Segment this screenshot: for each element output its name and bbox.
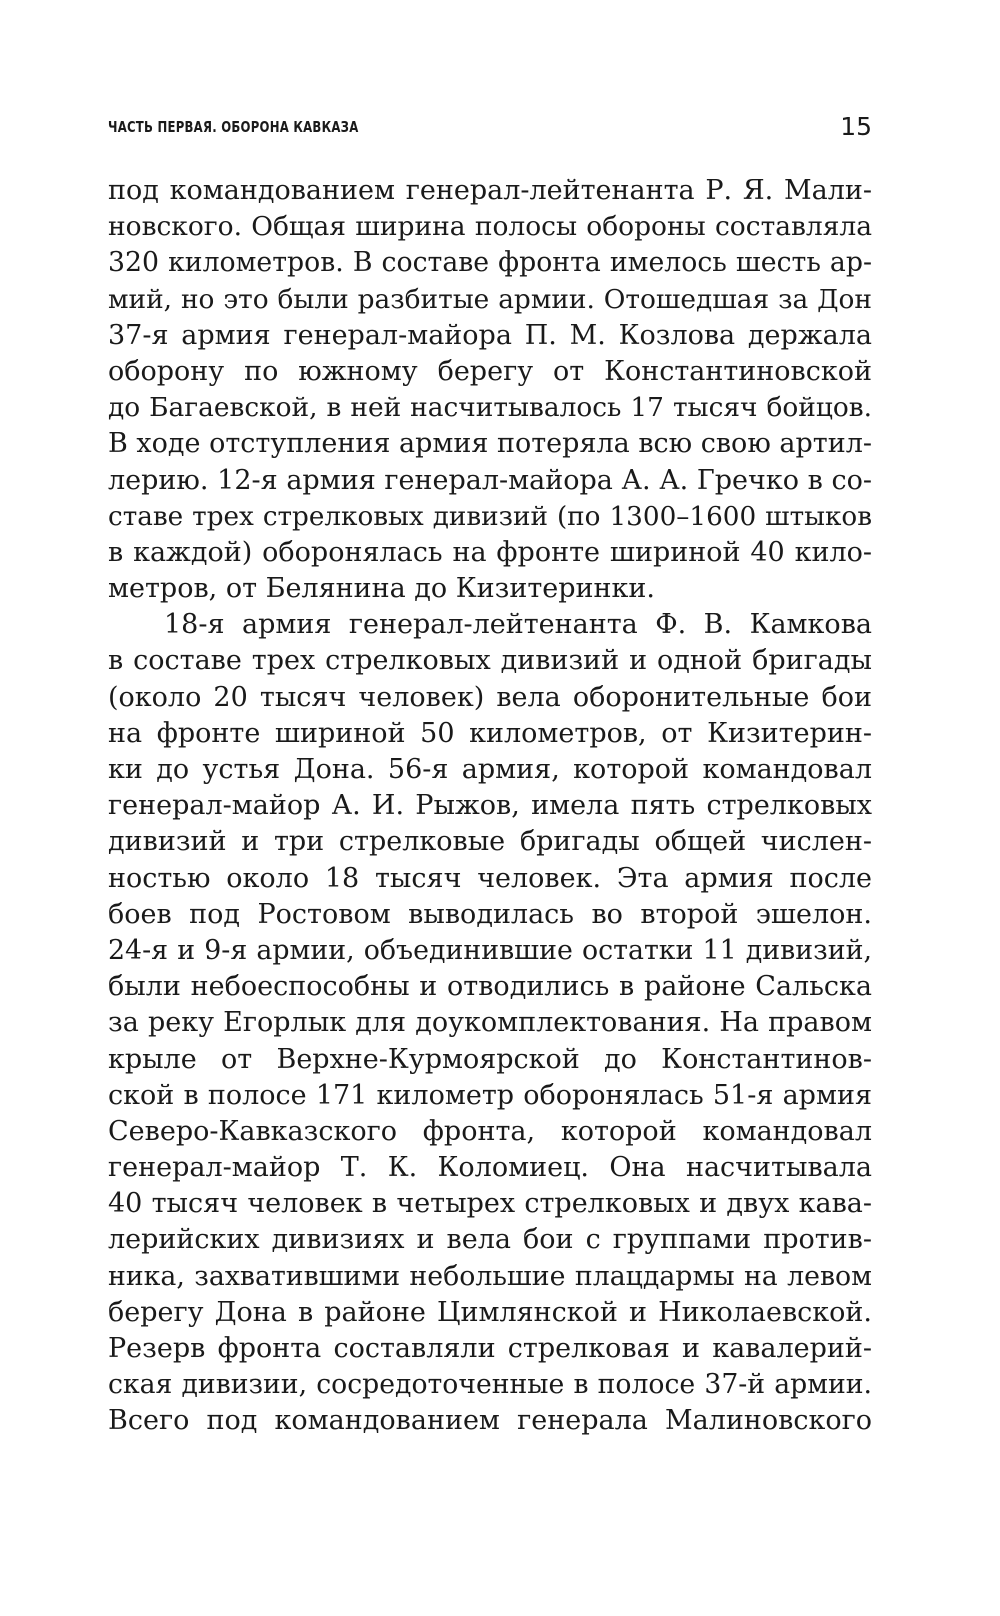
text-line: ника, захватившими небольшие плацдармы на левом [108, 1260, 872, 1292]
text-line: в составе трех стрелковых дивизий и одной бригады [108, 645, 872, 677]
text-line: лерию. 12-я армия генерал-майора А. А. Гречко в со- [108, 464, 872, 496]
text-line: 37-я армия генерал-майора П. М. Козлова держала [108, 319, 872, 351]
text-line: генерал-майор А. И. Рыжов, имела пять стрелковых [108, 790, 872, 822]
text-line: были небоеспособны и отводились в районе Сальска [108, 971, 872, 1003]
running-header [108, 112, 872, 142]
text-line: на фронте шириной 50 километров, от Кизитерин- [108, 717, 872, 749]
text-line: под командованием генерал-лейтенанта Р. Я. Мали- [108, 175, 872, 206]
text-line: берегу Дона в районе Цимлянской и Николаевской. [108, 1296, 872, 1328]
text-line: В ходе отступления армия потеряла всю свою артил- [108, 428, 872, 460]
text-line: ская дивизии, сосредоточенные в полосе 37-й армии. [108, 1369, 872, 1401]
text-line: генерал-майор Т. К. Коломиец. Она насчитывала [108, 1152, 872, 1184]
text-line: за реку Егорлык для доукомплектования. На правом [108, 1007, 872, 1039]
text-line: (около 20 тысяч человек) вела оборонительные бои [108, 681, 872, 713]
text-line: мий, но это были разбитые армии. Отошедшая за Дон [108, 284, 872, 315]
chapter-title: ЧАСТЬ ПЕРВАЯ. ОБОРОНА КАВКАЗА [108, 118, 359, 136]
text-line: Всего под командованием генерала Малиновского [108, 1405, 872, 1437]
text-line: боев под Ростовом выводилась во второй эшелон. [108, 898, 872, 930]
text-line: новского. Общая ширина полосы обороны составляла [108, 211, 872, 243]
text-line: оборону по южному берегу от Константиновской [108, 355, 872, 387]
text-line: крыле от Верхне-Курмоярской до Константинов- [108, 1043, 872, 1075]
text-line: Северо-Кавказского фронта, которой командовал [108, 1115, 872, 1147]
page-number: 15 [840, 112, 872, 141]
body-text [108, 173, 872, 1440]
text-line: 24-я и 9-я армии, объединившие остатки 11 дивизий, [108, 934, 872, 966]
text-line: ностью около 18 тысяч человек. Эта армия после [108, 862, 872, 894]
paragraph-end-line: метров, от Белянина до Кизитеринки. [108, 573, 655, 605]
text-line: Резерв фронта составляли стрелковая и кавалерий- [108, 1333, 872, 1364]
text-line: в каждой) оборонялась на фронте шириной 40 кило- [108, 536, 872, 568]
text-line: ставе трех стрелковых дивизий (по 1300–1600 штыков [108, 501, 872, 532]
text-line: ской в полосе 171 километр оборонялась 51-я армия [108, 1079, 872, 1111]
text-line: 320 километров. В составе фронта имелось шесть ар- [108, 247, 872, 279]
text-line: лерийских дивизиях и вела бои с группами против- [108, 1224, 872, 1256]
paragraph-first-line: 18-я армия генерал-лейтенанта Ф. В. Камкова [164, 609, 872, 641]
text-line: 40 тысяч человек в четырех стрелковых и двух кава- [108, 1188, 872, 1220]
text-line: до Багаевской, в ней насчитывалось 17 тысяч бойцов. [108, 392, 872, 424]
text-line: ки до устья Дона. 56-я армия, которой командовал [108, 754, 872, 785]
text-line: дивизий и три стрелковые бригады общей числен- [108, 826, 872, 858]
